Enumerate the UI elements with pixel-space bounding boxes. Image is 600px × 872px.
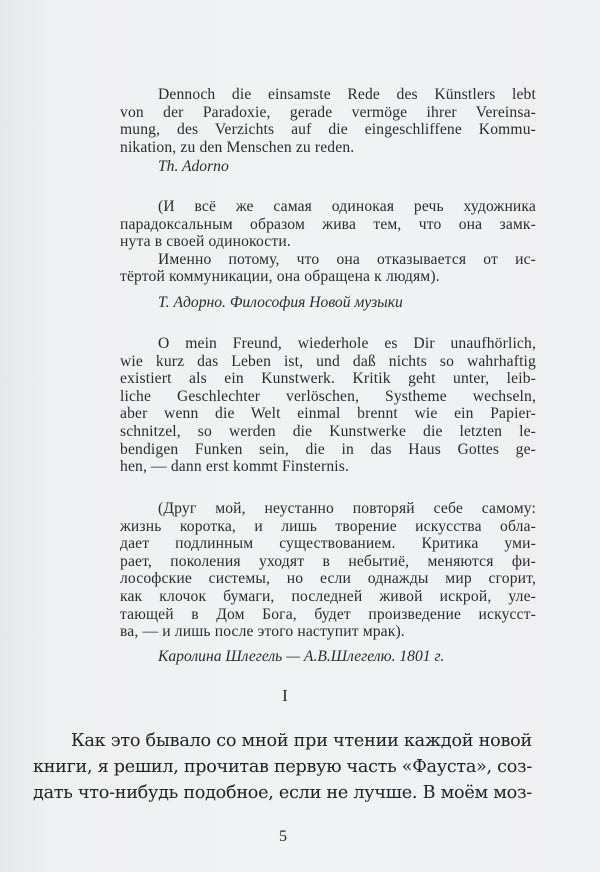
epigraph-line: нута в своей одинокости.	[120, 233, 291, 251]
epigraph-adorno-german	[120, 86, 536, 156]
epigraph-line: тёртой коммуникации, она обращена к людям).	[120, 268, 440, 286]
epigraph-line: nikation, zu den Menschen zu reden.	[120, 138, 355, 156]
epigraph-line: как клочок бумаги, последней живой искрой, уле-	[120, 587, 536, 605]
epigraph-line: bendigen Funken sein, die in das Haus Gottes ge-	[120, 440, 536, 458]
body-line: Как это бывало со мной при чтении каждой новой	[71, 731, 532, 751]
epigraph-line: дает подлинным существованием. Критика уми-	[120, 535, 536, 553]
epigraph-line: (И всё же самая одинокая речь художника	[158, 198, 536, 215]
body-paragraph	[33, 728, 532, 806]
epigraph-line: mung, des Verzichts auf die eingeschliffene Kommu-	[120, 121, 536, 139]
epigraph-line: schnitzel, so werden die Kunstwerke die letzten le-	[120, 422, 536, 440]
epigraph-line: hen, — dann erst kommt Finsternis.	[120, 458, 350, 476]
epigraph-line: Именно потому, что она отказывается от ис-	[158, 250, 536, 268]
epigraph-line: Dennoch die einsamste Rede des Künstlers lebt	[158, 86, 536, 103]
epigraph-line: aber wenn die Welt einmal brennt wie ein Papier-	[120, 405, 536, 423]
epigraph-author: Th. Adorno	[158, 158, 229, 175]
epigraph-author: Каролина Шлегель — А.В.Шлегелю. 1801 г.	[158, 648, 445, 665]
epigraph-line: ва, — и лишь после этого наступит мрак).	[120, 623, 405, 641]
epigraph-line: von der Paradoxie, gerade vermöge ihrer Vereinsa-	[120, 103, 536, 121]
epigraph-schlegel-german	[120, 335, 536, 476]
epigraph-schlegel-russian	[120, 500, 536, 641]
epigraph-line: liche Geschlechter verlöschen, Systheme wechseln,	[120, 387, 536, 405]
epigraph-line: парадоксальным образом жива тем, что она замк-	[120, 215, 536, 233]
epigraph-line: wie kurz das Leben ist, und daß nichts so wahrhaftig	[120, 352, 536, 370]
epigraph-author: Т. Адорно. Философия Новой музыки	[158, 294, 403, 311]
body-line: дать что-нибудь подобное, если не лучше. В моём моз-	[33, 783, 532, 803]
epigraph-line: existiert als ein Kunstwerk. Kritik geht unter, leib-	[120, 370, 536, 388]
epigraph-line: лософские системы, но если однажды мир сгорит,	[120, 570, 536, 588]
epigraph-line: тающей в Дом Бога, будет произведение искусст-	[120, 605, 536, 623]
epigraph-adorno-russian	[120, 198, 536, 286]
epigraph-line: рает, поколения уходят в небытиё, меняются фи-	[120, 552, 536, 570]
epigraph-line: жизнь коротка, и лишь творение искусства обла-	[120, 517, 536, 535]
body-line: книги, я решил, прочитав первую часть «Фауста», соз-	[33, 757, 532, 777]
epigraph-line: O mein Freund, wiederhole es Dir unaufhörlich,	[158, 335, 536, 352]
epigraph-line: (Друг мой, неустанно повторяй себе самому:	[158, 500, 536, 517]
page-number: 5	[279, 828, 287, 845]
section-number: I	[282, 686, 288, 705]
